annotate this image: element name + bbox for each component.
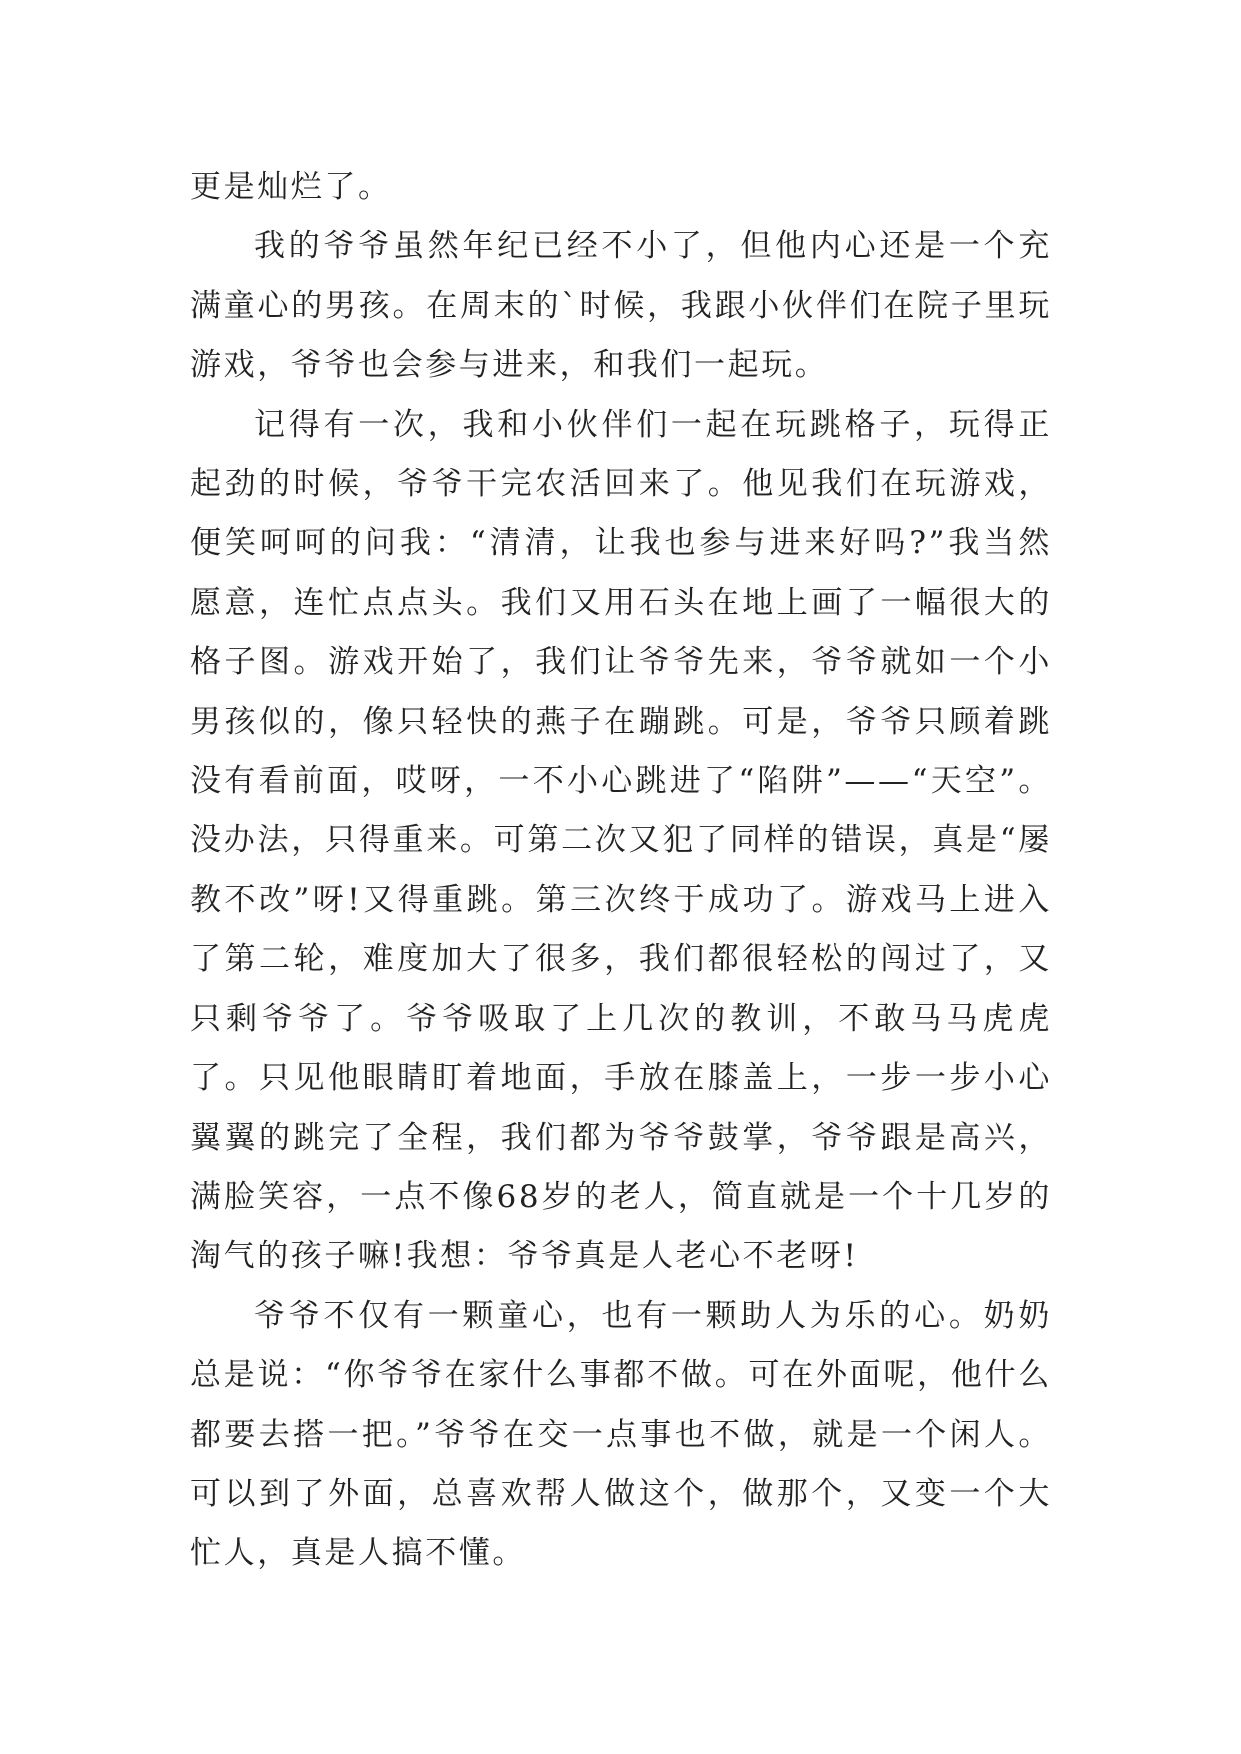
paragraph-1: 更是灿烂了。 (190, 169, 392, 205)
paragraph-2: 我的爷爷虽然年纪已经不小了，但他内心还是一个充满童心的男孩。在周末的`时候，我跟小伙伴们在院子里玩游戏，爷爷也会参与进来，和我们一起玩。 (190, 228, 1052, 384)
paragraph-3: 记得有一次，我和小伙伴们一起在玩跳格子，玩得正起劲的时候，爷爷干完农活回来了。他见我们在玩游戏，便笑呵呵的问我：“清清，让我也参与进来好吗?”我当然愿意，连忙点点头。我们又用石头在地上画了一幅很大的格子图。游戏开始了，我们让爷爷先来，爷爷就如一个小男孩似的，像只轻快的燕子在蹦跳。可是，爷爷只顾着跳没有看前面，哎呀，一不小心跳进了“陷阱”——“天空”。没办法，只得重来。可第二次又犯了同样的错误，真是“屡教不改”呀!又得重跳。第三次终于成功了。游戏马上进入了第二轮，难度加大了很多，我们都很轻松的闯过了，又只剩爷爷了。爷爷吸取了上几次的教训，不敢马马虎虎了。只见他眼睛盯着地面，手放在膝盖上，一步一步小心翼翼的跳完了全程，我们都为爷爷鼓掌，爷爷跟是高兴，满脸笑容，一点不像68岁的老人，简直就是一个十几岁的淘气的孩子嘛!我想：爷爷真是人老心不老呀! (190, 406, 1052, 1275)
document-body (190, 158, 1052, 1584)
paragraph-4: 爷爷不仅有一颗童心，也有一颗助人为乐的心。奶奶总是说：“你爷爷在家什么事都不做。可在外面呢，他什么都要去搭一把。”爷爷在交一点事也不做，就是一个闲人。可以到了外面，总喜欢帮人做这个，做那个，又变一个大忙人，真是人搞不懂。 (190, 1297, 1052, 1572)
